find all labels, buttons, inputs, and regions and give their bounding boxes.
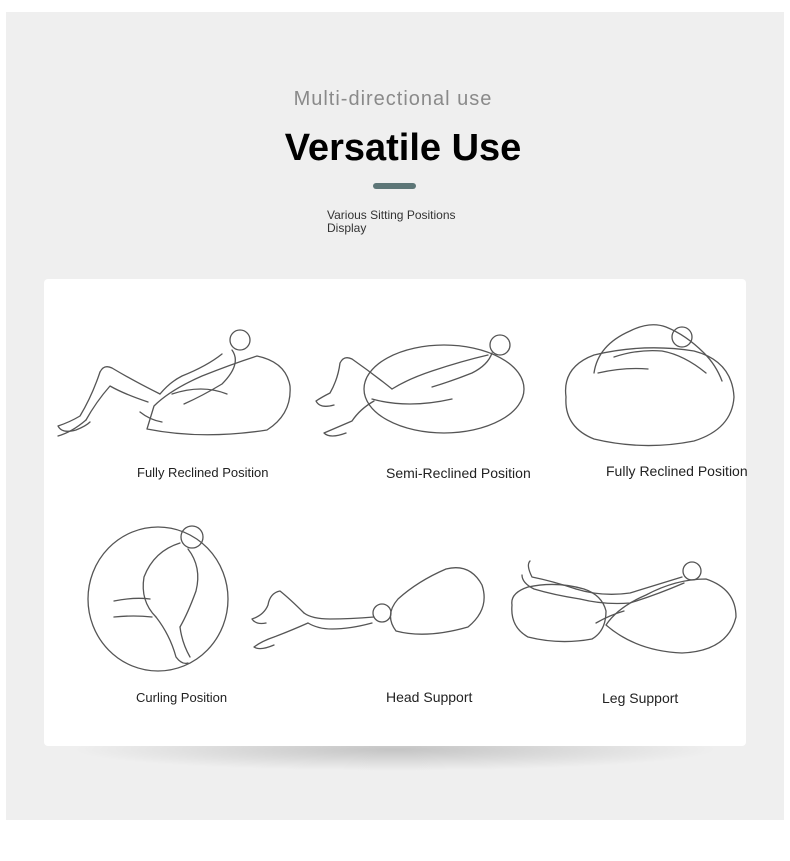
position-label: Leg Support: [602, 690, 679, 706]
semi-reclined-illustration: [312, 329, 532, 439]
curling-illustration: [84, 517, 240, 673]
section-subtitle: Multi-directional use: [293, 88, 493, 110]
position-label: Curling Position: [136, 690, 228, 705]
section-description: Various Sitting Positions Display: [327, 208, 456, 235]
fully-reclined-illustration: [52, 324, 302, 439]
positions-card: [44, 279, 746, 746]
section-title: Versatile Use: [284, 127, 522, 169]
position-label: Fully Reclined Position: [137, 465, 269, 480]
head-support-illustration: [246, 561, 490, 657]
position-label: Head Support: [386, 689, 473, 705]
position-label: Fully Reclined Position: [606, 463, 748, 479]
accent-divider: [373, 183, 416, 189]
fully-reclined-curl-illustration: [554, 317, 738, 449]
position-label: Semi-Reclined Position: [386, 465, 531, 481]
leg-support-illustration: [506, 555, 740, 661]
